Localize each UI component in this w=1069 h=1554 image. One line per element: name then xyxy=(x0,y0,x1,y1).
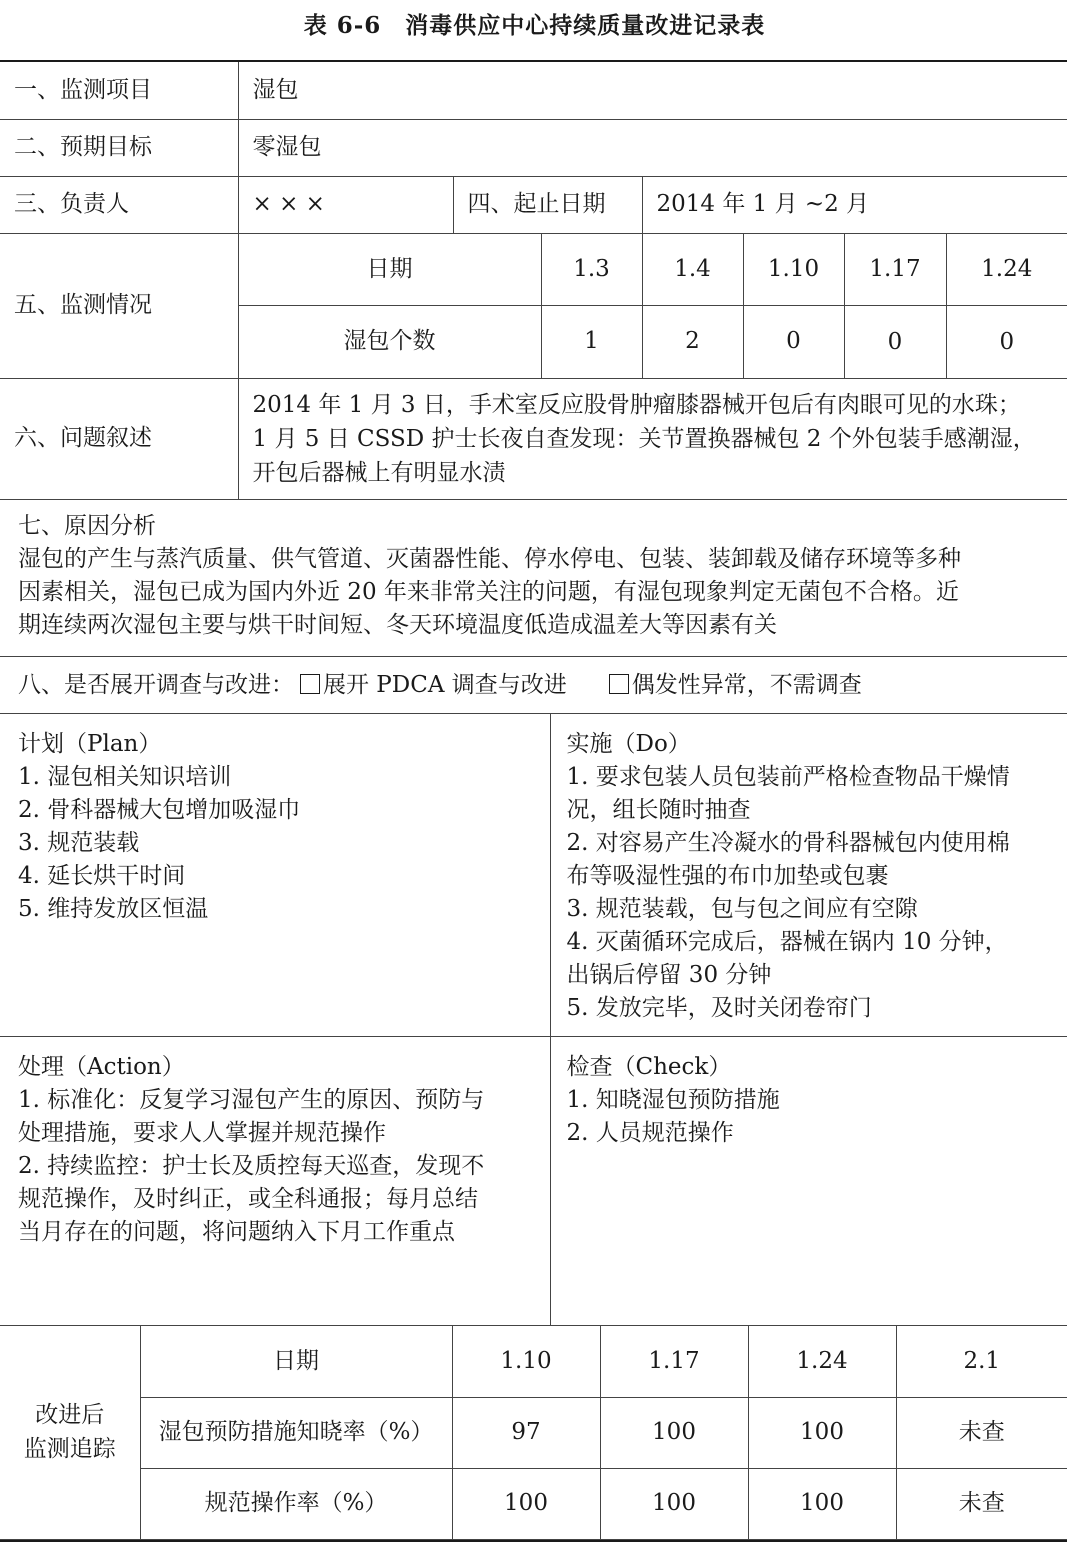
do-line: 5. 发放完毕，及时关闭卷帘门 xyxy=(566,994,872,1021)
do-line: 布等吸湿性强的布巾加垫或包裹 xyxy=(566,862,889,889)
monitor-item-label: 一、监测项目 xyxy=(0,62,238,119)
monitoring-date-label: 日期 xyxy=(238,233,541,305)
plan-heading: 计划（Plan） xyxy=(18,730,162,757)
action-line: 2. 持续监控：护士长及质控每天巡查，发现不 xyxy=(18,1153,485,1179)
do-line: 出锅后停留 30 分钟 xyxy=(566,961,772,988)
monitoring-date: 1.10 xyxy=(743,233,844,305)
monitoring-date: 1.17 xyxy=(845,234,947,305)
action-line: 处理措施，要求人人掌握并规范操作 xyxy=(18,1120,386,1146)
cause-line: 因素相关，湿包已成为国内外近 20 年来非常关注的问题，有湿包现象判定无菌包不合格。近 xyxy=(18,578,959,605)
followup-label-line: 改进后 xyxy=(35,1402,105,1429)
monitoring-date: 1.24 xyxy=(981,255,1033,282)
cause-heading: 七、原因分析 xyxy=(18,512,156,539)
followup-value: 100 xyxy=(452,1468,600,1539)
plan-line: 4. 延长烘干时间 xyxy=(18,862,186,889)
do-line: 3. 规范装载，包与包之间应有空隙 xyxy=(566,895,918,922)
monitoring-count: 0 xyxy=(743,305,844,378)
monitor-item-value: 湿包 xyxy=(238,62,1067,119)
monitoring-date: 1.3 xyxy=(541,233,642,305)
plan-line: 5. 维持发放区恒温 xyxy=(18,895,209,922)
quality-record-sheet xyxy=(0,60,1067,1542)
followup-value: 100 xyxy=(748,1397,896,1468)
monitoring-count: 1 xyxy=(541,305,642,378)
target-value: 零湿包 xyxy=(238,119,1067,176)
do-cell xyxy=(550,714,1067,1037)
do-line: 4. 灭菌循环完成后，器械在锅内 10 分钟， xyxy=(566,928,1008,955)
followup-value: 100 xyxy=(748,1468,896,1539)
followup-value: 未查 xyxy=(896,1468,1067,1539)
followup-date: 1.24 xyxy=(748,1326,896,1397)
plan-line: 3. 规范装载 xyxy=(18,829,140,856)
check-line: 1. 知晓湿包预防措施 xyxy=(566,1087,780,1113)
checkbox-incidental[interactable] xyxy=(609,674,629,694)
followup-value: 97 xyxy=(452,1397,600,1468)
do-line: 况，组长随时抽查 xyxy=(566,796,751,823)
pdca-table xyxy=(0,714,1067,1327)
followup-table xyxy=(0,1326,1067,1540)
do-heading: 实施（Do） xyxy=(566,730,691,757)
monitoring-count-label: 湿包个数 xyxy=(238,305,541,378)
followup-value: 未查 xyxy=(896,1397,1067,1468)
check-line: 2. 人员规范操作 xyxy=(566,1120,734,1146)
cause-line: 期连续两次湿包主要与烘干时间短、冬天环境温度低造成温差大等因素有关 xyxy=(18,611,777,638)
problem-text xyxy=(238,378,1067,499)
problem-line: 2014 年 1 月 3 日，手术室反应股骨肿瘤膝器械开包后有肉眼可见的水珠； xyxy=(252,391,1021,418)
investigate-label: 八、是否展开调查与改进： xyxy=(18,671,294,698)
followup-value: 100 xyxy=(600,1468,748,1539)
action-cell xyxy=(0,1037,550,1326)
followup-date-label: 日期 xyxy=(140,1326,452,1397)
action-line: 规范操作，及时纠正，或全科通报；每月总结 xyxy=(18,1186,478,1212)
investigate-row xyxy=(0,657,1067,714)
option-pdca-label: 展开 PDCA 调查与改进 xyxy=(323,671,567,698)
action-line: 当月存在的问题，将问题纳入下月工作重点 xyxy=(18,1219,455,1245)
cause-line: 湿包的产生与蒸汽质量、供气管道、灭菌器性能、停水停电、包装、装卸载及储存环境等多种 xyxy=(18,545,961,572)
monitoring-date: 1.4 xyxy=(642,233,743,305)
action-heading: 处理（Action） xyxy=(18,1054,185,1080)
do-line: 1. 要求包装人员包装前严格检查物品干燥情 xyxy=(566,763,1010,790)
problem-line: 1 月 5 日 CSSD 护士长夜自查发现：关节置换器械包 2 个外包装手感潮湿， xyxy=(252,425,1036,452)
followup-row-label: 湿包预防措施知晓率（%） xyxy=(140,1397,452,1468)
period-label: 四、起止日期 xyxy=(453,176,642,233)
plan-line: 2. 骨科器械大包增加吸湿巾 xyxy=(18,796,301,823)
plan-cell xyxy=(0,714,550,1037)
plan-line: 1. 湿包相关知识培训 xyxy=(18,763,232,790)
followup-date: 1.10 xyxy=(452,1326,600,1397)
check-heading: 检查（Check） xyxy=(566,1054,732,1080)
period-value: 2014 年 1 月 ~2 月 xyxy=(642,176,1067,233)
owner-label: 三、负责人 xyxy=(0,176,238,233)
monitoring-count: 0 xyxy=(999,328,1015,355)
header-table xyxy=(0,62,1067,500)
followup-label-line: 监测追踪 xyxy=(23,1436,116,1463)
monitoring-label: 五、监测情况 xyxy=(0,233,238,378)
action-line: 1. 标准化：反复学习湿包产生的原因、预防与 xyxy=(18,1087,485,1113)
followup-row-label: 规范操作率（%） xyxy=(140,1468,452,1539)
monitoring-count: 0 xyxy=(845,306,947,378)
followup-date: 1.17 xyxy=(600,1326,748,1397)
monitoring-count: 2 xyxy=(642,305,743,378)
followup-date: 2.1 xyxy=(896,1326,1067,1397)
problem-line: 开包后器械上有明显水渍 xyxy=(252,459,506,486)
cause-analysis xyxy=(0,500,1067,657)
document-title: 表 6-6 消毒供应中心持续质量改进记录表 xyxy=(303,12,766,39)
owner-value: × × × xyxy=(238,176,453,233)
do-line: 2. 对容易产生冷凝水的骨科器械包内使用棉 xyxy=(566,829,1010,856)
check-cell xyxy=(550,1037,1067,1326)
target-label: 二、预期目标 xyxy=(0,119,238,176)
followup-value: 100 xyxy=(600,1397,748,1468)
followup-label xyxy=(0,1326,140,1539)
option-incidental-label: 偶发性异常，不需调查 xyxy=(631,671,862,698)
problem-label: 六、问题叙述 xyxy=(0,378,238,499)
checkbox-pdca[interactable] xyxy=(300,674,320,694)
